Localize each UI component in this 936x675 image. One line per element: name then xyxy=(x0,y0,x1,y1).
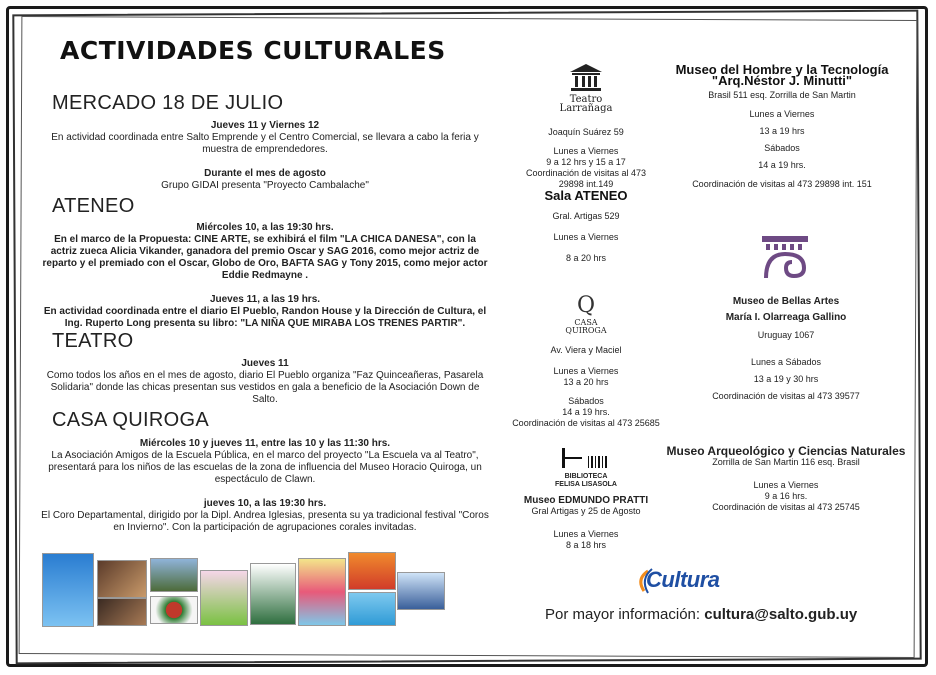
venue-hours: 8 a 20 hrs xyxy=(565,253,607,263)
venue-days: Lunes a Viernes xyxy=(553,232,619,242)
logo-line: BIBLIOTECA xyxy=(564,473,608,480)
venue-days: Lunes a Sábados xyxy=(750,357,822,367)
event-text: La Asociación Amigos de la Escuela Pública, en el marco del proyecto "La Escuela va al Teatro", presentará para los niños de las escuelas de la zona de influencia del Museo Horacio Quiroga, un espectáculo de Clawn. xyxy=(48,450,482,485)
venue-hours: 9 a 12 hrs y 15 a 17 xyxy=(546,157,626,167)
event-date: Jueves 11, a las 19 hrs. xyxy=(209,294,321,305)
venue-visits: Coordinación de visitas al 473 25745 xyxy=(712,502,860,512)
logo-text xyxy=(516,95,656,113)
footer-contact xyxy=(545,606,857,623)
venue-hours: 9 a 16 hrs. xyxy=(764,491,808,501)
event-text: El Coro Departamental, dirigido por la Dipl. Andrea Iglesias, presenta su ya tradicional festival "Coros en Invierno". Con la participación de agrupaciones corales invitadas. xyxy=(41,510,489,533)
venue-name: Sala ATENEO xyxy=(544,188,628,203)
event-date: Durante el mes de agosto xyxy=(204,168,326,179)
section-heading-mercado: MERCADO 18 DE JULIO xyxy=(52,92,284,114)
illustration-thumbnail xyxy=(200,570,248,626)
event-text: En actividad coordinada entre Salto Emprende y el Centro Comercial, se llevara a cabo la feria y muestra de emprendedores. xyxy=(51,132,479,155)
photo-thumbnail xyxy=(150,558,198,592)
poster-thumbnail xyxy=(348,592,396,626)
cultura-logo xyxy=(634,565,738,595)
venue-days: Lunes a Viernes xyxy=(553,146,619,156)
venue-address: Av. Viera y Maciel xyxy=(550,345,622,355)
venue-name-subtitle: María I. Olarreaga Gallino xyxy=(725,312,847,323)
photo-thumbnail xyxy=(97,560,147,598)
venue-larranaga xyxy=(516,62,656,190)
venue-visits: Coordinación de visitas al 473 29898 int. 151 xyxy=(692,179,872,189)
theater-building-icon xyxy=(566,62,606,92)
footer-email[interactable]: cultura@salto.gub.uy xyxy=(704,606,858,623)
venue-days: Lunes a Viernes xyxy=(749,109,815,119)
venue-address: Joaquín Suárez 59 xyxy=(548,127,624,137)
section-heading-quiroga: CASA QUIROGA xyxy=(52,409,209,431)
venue-days: Lunes a Viernes xyxy=(553,366,619,376)
venue-museo-arqueologico xyxy=(664,446,908,513)
event-block-ateneo xyxy=(40,222,490,330)
library-logo-icon xyxy=(558,446,614,470)
venue-hours: 13 a 19 y 30 hrs xyxy=(753,374,819,384)
venue-hours: 13 a 20 hrs xyxy=(563,377,609,387)
venue-hours: 8 a 18 hrs xyxy=(565,540,607,550)
venue-name: Museo Arqueológico y Ciencias Naturales xyxy=(666,444,906,458)
photo-thumbnail xyxy=(97,598,147,626)
venue-address: Gral Artigas y 25 de Agosto xyxy=(531,506,641,516)
venue-address: Uruguay 1067 xyxy=(757,330,815,340)
venue-sala-ateneo xyxy=(516,190,656,264)
venue-name-subtitle: "Arq.Néstor J. Minutti" xyxy=(711,73,853,88)
svg-text:Q: Q xyxy=(576,293,596,316)
event-block-teatro xyxy=(40,358,490,406)
venue-casa-quiroga xyxy=(506,292,666,429)
venue-name: Museo EDMUNDO PRATTI xyxy=(523,495,649,506)
venue-name: Museo del Hombre y la Tecnología xyxy=(675,62,889,77)
logo-line: Teatro xyxy=(569,94,603,105)
event-text: Como todos los años en el mes de agosto, diario El Pueblo organiza "Faz Quinceañeras, Pasarela Solidaria" donde las chicas presentan sus vestidos en gala a beneficio de la Asociación Down de Salto. xyxy=(46,370,484,405)
event-block-quiroga xyxy=(40,438,490,534)
quiroga-logo-icon xyxy=(573,292,599,316)
venue-visits: Coordinación de visitas al 473 29898 int.149 xyxy=(525,168,647,189)
venue-days: Lunes a Viernes xyxy=(553,529,619,539)
event-date: Miércoles 10, a las 19:30 hrs. xyxy=(196,222,334,233)
cultura-wordmark: Cultura xyxy=(646,567,720,592)
logo-line: Larrañaga xyxy=(559,103,613,114)
venue-museo-hombre xyxy=(664,64,900,190)
footer-label: Por mayor información: xyxy=(545,606,701,623)
section-heading-ateneo: ATENEO xyxy=(52,195,135,217)
logo-line: CASA xyxy=(574,318,598,327)
venue-museo-bellas-artes xyxy=(688,294,884,402)
venue-hours: 14 a 19 hrs. xyxy=(758,160,806,170)
event-text: En actividad coordinada entre el diario El Pueblo, Randon House y la Dirección de Cultura, el Ing. Ruperto Long presenta su libro: "LA NIÑA QUE MIRABA LOS TRENES PARTIR". xyxy=(43,306,487,329)
photo-thumbnail xyxy=(397,572,445,610)
venue-address: Zorrilla de San Martin 116 esq. Brasil xyxy=(712,457,860,467)
poster-thumbnail xyxy=(42,553,94,627)
event-date: jueves 10, a las 19:30 hrs. xyxy=(203,498,327,509)
event-text: En el marco de la Propuesta: CINE ARTE, se exhibirá el film "LA CHICA DANESA", con la actriz zueca Alicia Vikander, ganadora del premio Oscar y SAG 2016, como mejor actriz de reparto y el premiado con el Oscar, Globo de Oro, BAFTA SAG y Tony 2015, como mejor actor Eddie Redmayne . xyxy=(42,234,488,281)
venue-address: Gral. Artigas 529 xyxy=(552,211,620,221)
poster-thumbnail xyxy=(348,552,396,590)
logo-line: FELISA LISASOLA xyxy=(555,481,617,488)
venue-museo-pratti xyxy=(506,446,666,551)
poster-thumbnail xyxy=(250,563,296,625)
venue-days: Sábados xyxy=(764,143,800,153)
logo-line: QUIROGA xyxy=(565,326,607,335)
venue-address: Brasil 511 esq. Zorrilla de San Martin xyxy=(708,90,856,100)
venue-days: Sábados xyxy=(568,396,604,406)
venue-hours: 14 a 19 hrs. xyxy=(562,407,610,417)
event-date: Miércoles 10 y jueves 11, entre las 10 y las 11:30 hrs. xyxy=(139,438,391,449)
event-block-mercado xyxy=(40,120,490,192)
bellas-artes-logo-icon xyxy=(760,234,810,282)
event-text: Grupo GIDAI presenta "Proyecto Cambalache" xyxy=(161,180,369,191)
page-title: ACTIVIDADES CULTURALES xyxy=(60,36,446,65)
poster-thumbnail xyxy=(298,558,346,626)
section-heading-teatro: TEATRO xyxy=(52,330,134,352)
venue-visits: Coordinación de visitas al 473 25685 xyxy=(512,418,660,428)
logo-text xyxy=(506,473,666,489)
venue-hours: 13 a 19 hrs xyxy=(759,126,805,136)
venue-visits: Coordinación de visitas al 473 39577 xyxy=(712,391,860,401)
venue-days: Lunes a Viernes xyxy=(753,480,819,490)
logo-text xyxy=(506,319,666,335)
event-date: Jueves 11 y Viernes 12 xyxy=(210,120,320,131)
event-date: Jueves 11 xyxy=(241,358,289,369)
logo-thumbnail xyxy=(150,596,198,624)
venue-name: Museo de Bellas Artes xyxy=(732,296,840,307)
